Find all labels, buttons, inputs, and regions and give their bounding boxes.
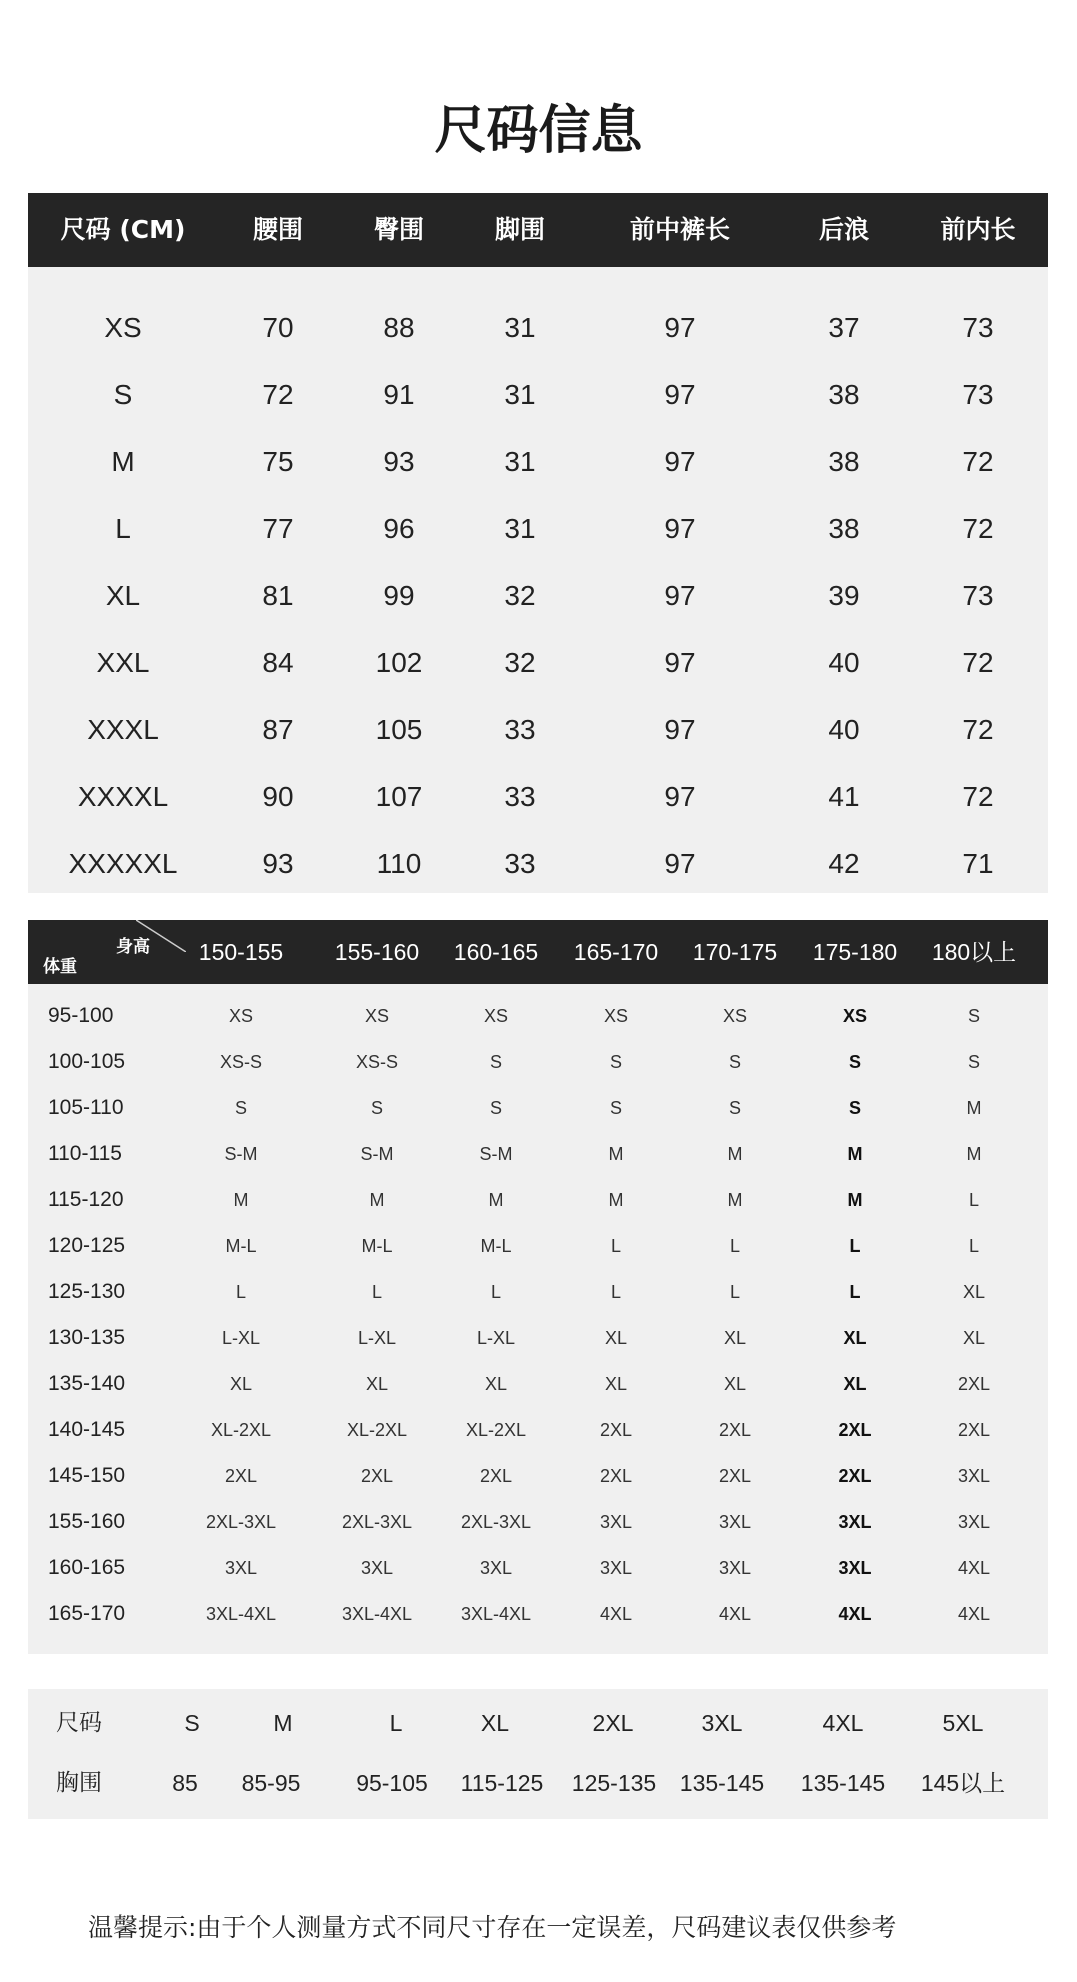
recommended-size-cell: 2XL <box>838 1466 872 1486</box>
size-table-cell: 97 <box>664 647 696 678</box>
recommended-size-cell: S <box>489 1098 502 1118</box>
recommended-size-cell: XS-S <box>219 1052 262 1072</box>
chest-table-chest-cell: 95-105 <box>356 1770 428 1796</box>
size-table-row <box>28 696 1048 763</box>
recommended-size-cell: 3XL-4XL <box>341 1604 413 1624</box>
recommended-size-cell: S <box>967 1006 980 1026</box>
recommended-size-cell: 2XL <box>599 1420 633 1440</box>
size-table-cell: 33 <box>504 781 536 812</box>
recommended-size-cell: 3XL <box>957 1466 991 1486</box>
size-table-row <box>28 428 1048 495</box>
recommended-size-cell: 4XL <box>957 1604 991 1624</box>
recommend-table-row <box>28 1315 1048 1361</box>
recommended-size-cell: M <box>233 1190 249 1210</box>
header-waist: 腰围 <box>252 215 303 244</box>
recommended-size-cell: L <box>371 1282 382 1302</box>
recommended-size-cell: L <box>729 1282 740 1302</box>
header-inseam: 前内长 <box>940 215 1016 244</box>
recommended-size-cell: L <box>968 1190 979 1210</box>
recommended-size-cell: 3XL <box>838 1512 872 1532</box>
chest-table-chest-cell: 135-145 <box>679 1770 765 1796</box>
size-table-cell: 97 <box>664 379 696 410</box>
weight-range-cell: 105-110 <box>48 1096 124 1119</box>
size-table-cell: 42 <box>828 848 860 879</box>
header-hem: 脚围 <box>494 215 545 244</box>
recommended-size-cell: XS-S <box>355 1052 398 1072</box>
chest-table-size-label: 尺码 <box>56 1710 102 1736</box>
chest-table <box>28 1689 1048 1819</box>
recommended-size-cell: M <box>966 1098 982 1118</box>
size-table-cell: 39 <box>828 580 860 611</box>
recommended-size-cell: 3XL <box>360 1558 394 1578</box>
size-table-cell: 97 <box>664 714 696 745</box>
recommended-size-cell: S-M <box>360 1144 394 1164</box>
size-table-cell: 31 <box>504 312 536 343</box>
recommend-table-row <box>28 1223 1048 1269</box>
recommended-size-cell: M <box>608 1144 624 1164</box>
recommended-size-cell: XS <box>228 1006 253 1026</box>
recommended-size-cell: 4XL <box>838 1604 872 1624</box>
size-table-body <box>28 267 1048 893</box>
size-table-cell: 70 <box>262 312 294 343</box>
recommended-size-cell: XL <box>229 1374 253 1394</box>
recommend-table-row <box>28 1499 1048 1545</box>
weight-range-cell: 145-150 <box>48 1464 126 1487</box>
size-table-cell: 90 <box>262 781 294 812</box>
size-table-cell: 40 <box>828 714 860 745</box>
header-back-rise: 后浪 <box>818 215 869 244</box>
size-table-header <box>28 193 1048 267</box>
recommended-size-cell: M <box>727 1190 743 1210</box>
recommended-size-cell: 3XL <box>718 1512 752 1532</box>
size-table-cell: 72 <box>962 513 994 544</box>
chest-table-chest-cell: 85-95 <box>241 1770 301 1796</box>
recommended-size-cell: XS <box>842 1006 867 1026</box>
height-range-header: 160-165 <box>453 939 539 965</box>
size-table-row <box>28 361 1048 428</box>
chest-table-chest-row <box>28 1753 1048 1813</box>
recommended-size-cell: S-M <box>224 1144 258 1164</box>
recommend-table-row <box>28 1591 1048 1637</box>
height-range-header: 165-170 <box>573 939 659 965</box>
size-table-cell: 33 <box>504 848 536 879</box>
recommended-size-cell: XL <box>843 1374 867 1394</box>
size-table-cell: 97 <box>664 781 696 812</box>
recommended-size-cell: M <box>369 1190 385 1210</box>
size-table-cell: XS <box>104 312 142 343</box>
size-table-cell: 97 <box>664 848 696 879</box>
recommend-table-row <box>28 1545 1048 1591</box>
recommended-size-cell: L <box>729 1236 740 1256</box>
recommended-size-cell: 4XL <box>599 1604 633 1624</box>
recommended-size-cell: 3XL <box>224 1558 258 1578</box>
size-table-cell: 96 <box>383 513 415 544</box>
recommended-size-cell: M <box>488 1190 504 1210</box>
recommended-size-cell: 2XL <box>599 1466 633 1486</box>
weight-range-cell: 165-170 <box>48 1602 126 1625</box>
size-table-cell: 77 <box>262 513 294 544</box>
recommended-size-cell: XL <box>723 1374 747 1394</box>
height-range-header: 150-155 <box>198 939 284 965</box>
size-table-cell: 91 <box>383 379 415 410</box>
chest-table-size-cell: M <box>273 1710 293 1736</box>
size-table-cell: 84 <box>262 647 294 678</box>
recommended-size-cell: XS <box>722 1006 747 1026</box>
recommended-size-cell: XL-2XL <box>465 1420 527 1440</box>
size-table-row <box>28 294 1048 361</box>
size-table-row <box>28 830 1048 897</box>
size-table-cell: 32 <box>504 580 536 611</box>
recommended-size-cell: M <box>847 1190 863 1210</box>
recommended-size-cell: M <box>847 1144 863 1164</box>
recommended-size-cell: XS <box>364 1006 389 1026</box>
recommended-size-cell: 2XL <box>718 1420 752 1440</box>
recommended-size-cell: S <box>609 1052 622 1072</box>
recommended-size-cell: S <box>234 1098 247 1118</box>
chest-table-size-cell: 3XL <box>701 1710 743 1736</box>
recommended-size-cell: L <box>235 1282 246 1302</box>
chest-table-chest-cell: 125-135 <box>571 1770 657 1796</box>
recommended-size-cell: M-L <box>225 1236 257 1256</box>
weight-range-cell: 120-125 <box>48 1234 126 1257</box>
page-title: 尺码信息 <box>434 101 643 161</box>
weight-range-cell: 115-120 <box>48 1188 124 1211</box>
recommended-size-cell: M <box>608 1190 624 1210</box>
weight-range-cell: 110-115 <box>48 1142 122 1165</box>
size-table-cell: 93 <box>383 446 415 477</box>
recommended-size-cell: 2XL-3XL <box>205 1512 277 1532</box>
size-table-cell: 72 <box>962 647 994 678</box>
weight-range-cell: 125-130 <box>48 1280 126 1303</box>
recommended-size-cell: 4XL <box>718 1604 752 1624</box>
recommended-size-cell: 3XL-4XL <box>460 1604 532 1624</box>
chest-table-size-cell: 4XL <box>822 1710 864 1736</box>
recommended-size-cell: 3XL <box>479 1558 513 1578</box>
size-table-cell: M <box>111 446 135 477</box>
height-range-header: 170-175 <box>692 939 778 965</box>
recommended-size-cell: S-M <box>479 1144 513 1164</box>
size-table-cell: 33 <box>504 714 536 745</box>
chest-table-size-cell: 5XL <box>942 1710 984 1736</box>
recommend-table-row <box>28 1407 1048 1453</box>
size-table-cell: 32 <box>504 647 536 678</box>
corner-height-label: 身高 <box>116 937 150 957</box>
recommended-size-cell: L <box>610 1282 621 1302</box>
recommended-size-cell: L <box>968 1236 979 1256</box>
size-table-cell: 71 <box>962 848 994 879</box>
recommended-size-cell: L <box>849 1282 861 1302</box>
size-table-cell: 73 <box>962 580 994 611</box>
size-table-cell: 107 <box>375 781 423 812</box>
recommended-size-cell: L-XL <box>476 1328 516 1348</box>
size-table-cell: XL <box>105 580 141 611</box>
size-table-cell: L <box>115 513 131 544</box>
recommended-size-cell: XL <box>604 1374 628 1394</box>
recommended-size-cell: 2XL <box>224 1466 258 1486</box>
recommended-size-cell: 4XL <box>957 1558 991 1578</box>
weight-range-cell: 130-135 <box>48 1326 126 1349</box>
size-table-cell: 97 <box>664 312 696 343</box>
recommended-size-cell: XL <box>843 1328 867 1348</box>
size-table-cell: 40 <box>828 647 860 678</box>
recommended-size-cell: XS <box>603 1006 628 1026</box>
recommended-size-cell: XL <box>604 1328 628 1348</box>
chest-table-chest-cell: 85 <box>172 1770 198 1796</box>
recommend-table-row <box>28 1361 1048 1407</box>
recommend-table-header <box>28 920 1048 984</box>
recommended-size-cell: L-XL <box>357 1328 397 1348</box>
size-table-cell: 81 <box>262 580 294 611</box>
recommended-size-cell: 2XL <box>838 1420 872 1440</box>
chest-table-chest-cell: 135-145 <box>800 1770 886 1796</box>
header-size: 尺码 (CM) <box>60 215 186 244</box>
weight-range-cell: 135-140 <box>48 1372 126 1395</box>
size-table-cell: 97 <box>664 446 696 477</box>
corner-weight-label: 体重 <box>43 957 77 977</box>
weight-range-cell: 95-100 <box>48 1004 114 1027</box>
recommended-size-cell: M <box>966 1144 982 1164</box>
recommend-table-row <box>28 1269 1048 1315</box>
recommended-size-cell: 2XL-3XL <box>341 1512 413 1532</box>
weight-range-cell: 100-105 <box>48 1050 126 1073</box>
recommended-size-cell: 3XL <box>599 1512 633 1532</box>
recommended-size-cell: S <box>370 1098 383 1118</box>
recommended-size-cell: 2XL <box>479 1466 513 1486</box>
recommended-size-cell: XL-2XL <box>210 1420 272 1440</box>
size-table-cell: 87 <box>262 714 294 745</box>
recommended-size-cell: S <box>848 1098 861 1118</box>
recommended-size-cell: S <box>728 1098 741 1118</box>
chest-table-size-row <box>28 1693 1048 1753</box>
recommended-size-cell: M-L <box>361 1236 393 1256</box>
recommended-size-cell: XL <box>723 1328 747 1348</box>
size-table-cell: 97 <box>664 580 696 611</box>
size-table-cell: 93 <box>262 848 294 879</box>
recommended-size-cell: XL-2XL <box>346 1420 408 1440</box>
recommended-size-cell: L <box>849 1236 861 1256</box>
size-table-cell: XXXXXL <box>68 848 178 879</box>
size-table-cell: 72 <box>962 714 994 745</box>
recommended-size-cell: S <box>728 1052 741 1072</box>
recommended-size-cell: 3XL <box>838 1558 872 1578</box>
footnote: 温馨提示:由于个人测量方式不同尺寸存在一定误差，尺码建议表仅供参考 <box>88 1913 897 1942</box>
size-table-cell: 99 <box>383 580 415 611</box>
size-table-cell: 41 <box>828 781 860 812</box>
recommended-size-cell: L <box>610 1236 621 1256</box>
size-table-cell: 102 <box>375 647 423 678</box>
recommended-size-cell: S <box>609 1098 622 1118</box>
recommended-size-cell: 3XL <box>718 1558 752 1578</box>
size-table-cell: 110 <box>376 848 422 879</box>
chest-table-chest-label: 胸围 <box>56 1770 102 1796</box>
size-table-cell: 75 <box>262 446 294 477</box>
weight-range-cell: 140-145 <box>48 1418 126 1441</box>
size-table-cell: 72 <box>962 446 994 477</box>
size-table-cell: 73 <box>962 379 994 410</box>
recommended-size-cell: S <box>967 1052 980 1072</box>
size-table-row <box>28 763 1048 830</box>
recommended-size-cell: 2XL <box>957 1374 991 1394</box>
recommend-table-body <box>28 984 1048 1654</box>
recommended-size-cell: S <box>848 1052 861 1072</box>
recommended-size-cell: L-XL <box>221 1328 261 1348</box>
recommended-size-cell: L <box>490 1282 501 1302</box>
recommended-size-cell: XL <box>484 1374 508 1394</box>
size-table-row <box>28 629 1048 696</box>
recommended-size-cell: M-L <box>480 1236 512 1256</box>
size-table-cell: 38 <box>828 513 860 544</box>
header-front-length: 前中裤长 <box>629 215 730 244</box>
recommended-size-cell: S <box>489 1052 502 1072</box>
recommended-size-cell: 3XL <box>599 1558 633 1578</box>
chest-table-size-cell: S <box>184 1710 200 1736</box>
chest-table-size-cell: XL <box>480 1710 510 1736</box>
size-table-cell: S <box>113 379 133 410</box>
size-table-cell: 31 <box>504 379 536 410</box>
size-table-cell: 97 <box>664 513 696 544</box>
weight-range-cell: 160-165 <box>48 1556 126 1579</box>
height-range-header: 175-180 <box>812 939 898 965</box>
size-table-cell: XXXXL <box>77 781 169 812</box>
recommended-size-cell: XL <box>962 1328 986 1348</box>
height-range-header: 155-160 <box>334 939 420 965</box>
recommend-table-row <box>28 1085 1048 1131</box>
size-table-cell: 88 <box>383 312 415 343</box>
recommend-table-row <box>28 1039 1048 1085</box>
recommended-size-cell: XL <box>365 1374 389 1394</box>
chest-table-size-cell: L <box>389 1710 403 1736</box>
recommended-size-cell: M <box>727 1144 743 1164</box>
size-table-cell: 73 <box>962 312 994 343</box>
chest-table-chest-cell: 115-125 <box>460 1770 544 1796</box>
size-table-cell: XXL <box>96 647 150 678</box>
height-range-header: 180以上 <box>931 939 1017 965</box>
recommended-size-cell: XL <box>962 1282 986 1302</box>
recommend-table-row <box>28 1453 1048 1499</box>
chest-table-chest-cell: 145以上 <box>920 1770 1006 1796</box>
recommended-size-cell: 2XL <box>718 1466 752 1486</box>
chest-table-size-cell: 2XL <box>592 1710 634 1736</box>
recommend-table-row <box>28 1131 1048 1177</box>
recommended-size-cell: 2XL <box>957 1420 991 1440</box>
weight-range-cell: 155-160 <box>48 1510 126 1533</box>
size-table-cell: 31 <box>504 446 536 477</box>
recommend-table-row <box>28 1177 1048 1223</box>
size-table-row <box>28 562 1048 629</box>
size-table-cell: 38 <box>828 446 860 477</box>
recommended-size-cell: 2XL-3XL <box>460 1512 532 1532</box>
size-table-cell: 105 <box>375 714 423 745</box>
size-table-cell: 38 <box>828 379 860 410</box>
size-table-cell: 72 <box>262 379 294 410</box>
recommend-table-row <box>28 993 1048 1039</box>
size-table-cell: 37 <box>828 312 860 343</box>
recommended-size-cell: XS <box>483 1006 508 1026</box>
size-table-cell: 31 <box>504 513 536 544</box>
size-table-cell: XXXL <box>87 714 159 745</box>
recommended-size-cell: 3XL <box>957 1512 991 1532</box>
recommended-size-cell: 3XL-4XL <box>205 1604 277 1624</box>
header-hip: 臀围 <box>373 215 424 244</box>
recommended-size-cell: 2XL <box>360 1466 394 1486</box>
size-table-cell: 72 <box>962 781 994 812</box>
size-table-row <box>28 495 1048 562</box>
